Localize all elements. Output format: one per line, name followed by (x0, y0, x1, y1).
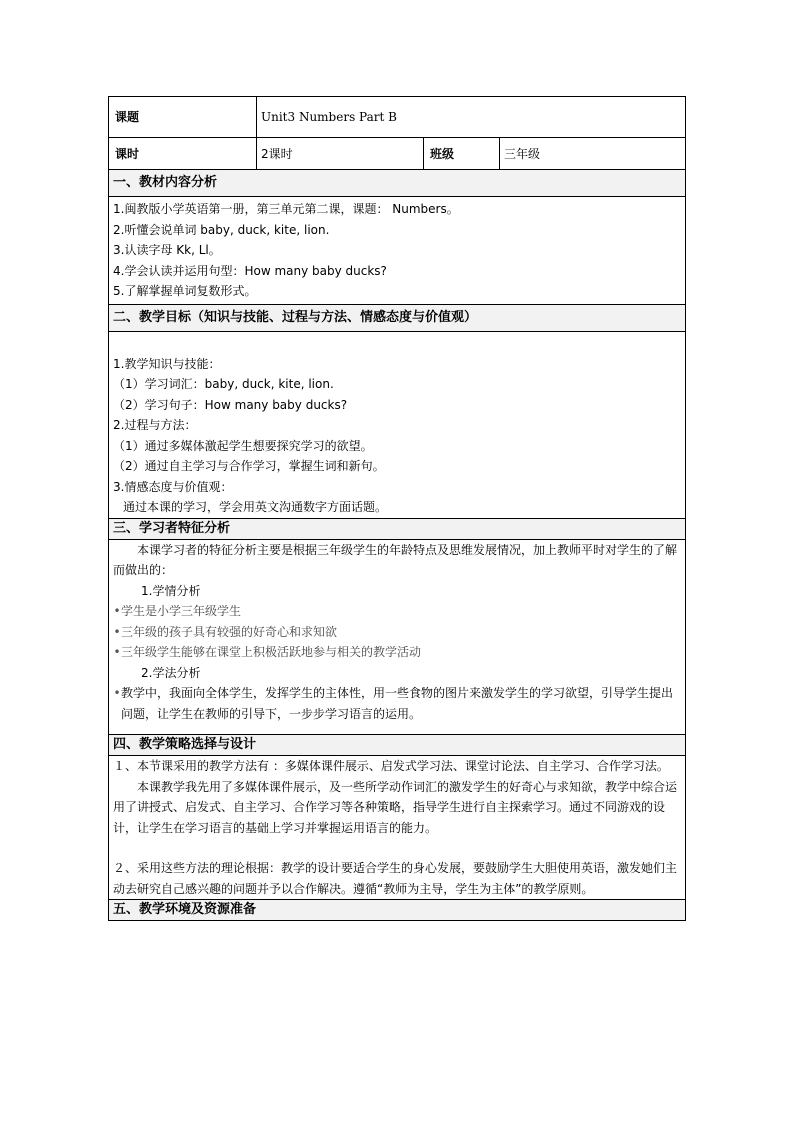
section1-body (109, 197, 686, 305)
section2-body (109, 331, 686, 518)
list-item: • 学生是小学三年级学生 (113, 601, 681, 622)
section3-body (109, 539, 686, 735)
list-item: • 教学中，我面向全体学生，发挥学生的主体性，用一些食物的图片来激发学生的学习欲望，引导学生提出问题，让学生在教师的引导下，一步步学习语言的运用。 (113, 683, 681, 724)
blank-line (113, 838, 681, 858)
period-label: 课时 (109, 138, 257, 170)
section1-line: 2.听懂会说单词 baby, duck, kite, lion. (113, 222, 330, 237)
section4-paragraph: 本课教学我先用了多媒体课件展示，及一些所学动作词汇的激发学生的好奇心与求知欲，教学中综合运用了讲授式、启发式、自主学习、合作学习等各种策略，指导学生进行自主探索学习。通过不同游戏的设计，让学生在学习语言的基础上学习并掌握运用语言的能力。 (113, 779, 678, 835)
section5-title: 五、教学环境及资源准备 (109, 900, 686, 921)
section1-line: 1.闽教版小学英语第一册，第三单元第二课，课题： Numbers。 (113, 202, 459, 216)
section2-line: 3.情感态度与价值观： (113, 479, 233, 494)
section2-header-row (109, 304, 686, 331)
bullet-icon: • (113, 604, 121, 618)
section3-body-row (109, 539, 686, 735)
topic-value: Unit3 Numbers Part B (257, 97, 686, 138)
section3-subheading: 1.学情分析 (141, 583, 201, 598)
bullet-icon: • (113, 645, 121, 659)
section5-header-row (109, 900, 686, 921)
section1-body-row (109, 197, 686, 305)
section2-line: 1.教学知识与技能： (113, 356, 221, 371)
blank-line (113, 334, 681, 354)
section2-line: （2）学习句子：How many baby ducks? (113, 397, 348, 412)
section2-line: （1）学习词汇：baby, duck, kite, lion. (113, 377, 334, 391)
section1-title: 一、教材内容分析 (109, 170, 686, 197)
section4-paragraph: １、本节课采用的教学方法有 ：多媒体课件展示、启发式学习法、课堂讨论法、自主学习、合作学习法。 (113, 759, 669, 773)
topic-label: 课题 (109, 97, 257, 138)
section4-header-row (109, 735, 686, 756)
section3-intro: 本课学习者的特征分析主要是根据三年级学生的年龄特点及思维发展情况，加上教师平时对学生的了解而做出的： (113, 542, 678, 577)
section3-header-row (109, 518, 686, 539)
section3-subheading: 2.学法分析 (141, 665, 201, 680)
class-value: 三年级 (500, 138, 686, 170)
bullet-icon: • (113, 686, 121, 700)
bullet-icon: • (113, 624, 121, 639)
section2-title: 二、教学目标（知识与技能、过程与方法、情感态度与价值观） (109, 304, 686, 331)
period-value: 2课时 (257, 138, 424, 170)
section4-title: 四、教学策略选择与设计 (109, 735, 686, 756)
section4-paragraph: ２、采用这些方法的理论根据：教学的设计要适合学生的身心发展，要鼓励学生大胆使用英语，激发她们主动去研究自己感兴趣的问题并予以合作解决。遵循“教师为主导，学生为主体”的教学原则。 (113, 861, 678, 896)
section4-body-row (109, 756, 686, 900)
period-row (109, 138, 686, 170)
section3-title: 三、学习者特征分析 (109, 518, 686, 539)
lesson-plan-table (108, 96, 686, 921)
section2-line: 2.过程与方法： (113, 418, 197, 432)
section2-line: （2）通过自主学习与合作学习，掌握生词和新句。 (113, 459, 385, 473)
section1-line: 4.学会认读并运用句型：How many baby ducks? (113, 263, 387, 278)
section2-body-row (109, 331, 686, 518)
section4-body (109, 756, 686, 900)
class-label: 班级 (424, 138, 500, 170)
section2-line: 通过本课的学习，学会用英文沟通数字方面话题。 (123, 500, 388, 514)
section1-line: 3.认读字母 Kk, Ll。 (113, 243, 221, 257)
list-item: • 三年级的孩子具有较强的好奇心和求知欲 (113, 622, 681, 643)
topic-row (109, 97, 686, 138)
list-item: • 三年级学生能够在课堂上积极活跃地参与相关的教学活动 (113, 642, 681, 663)
section2-line: （1）通过多媒体激起学生想要探究学习的欲望。 (113, 438, 373, 453)
section1-line: 5.了解掌握单词复数形式。 (113, 284, 257, 298)
section1-header-row (109, 170, 686, 197)
